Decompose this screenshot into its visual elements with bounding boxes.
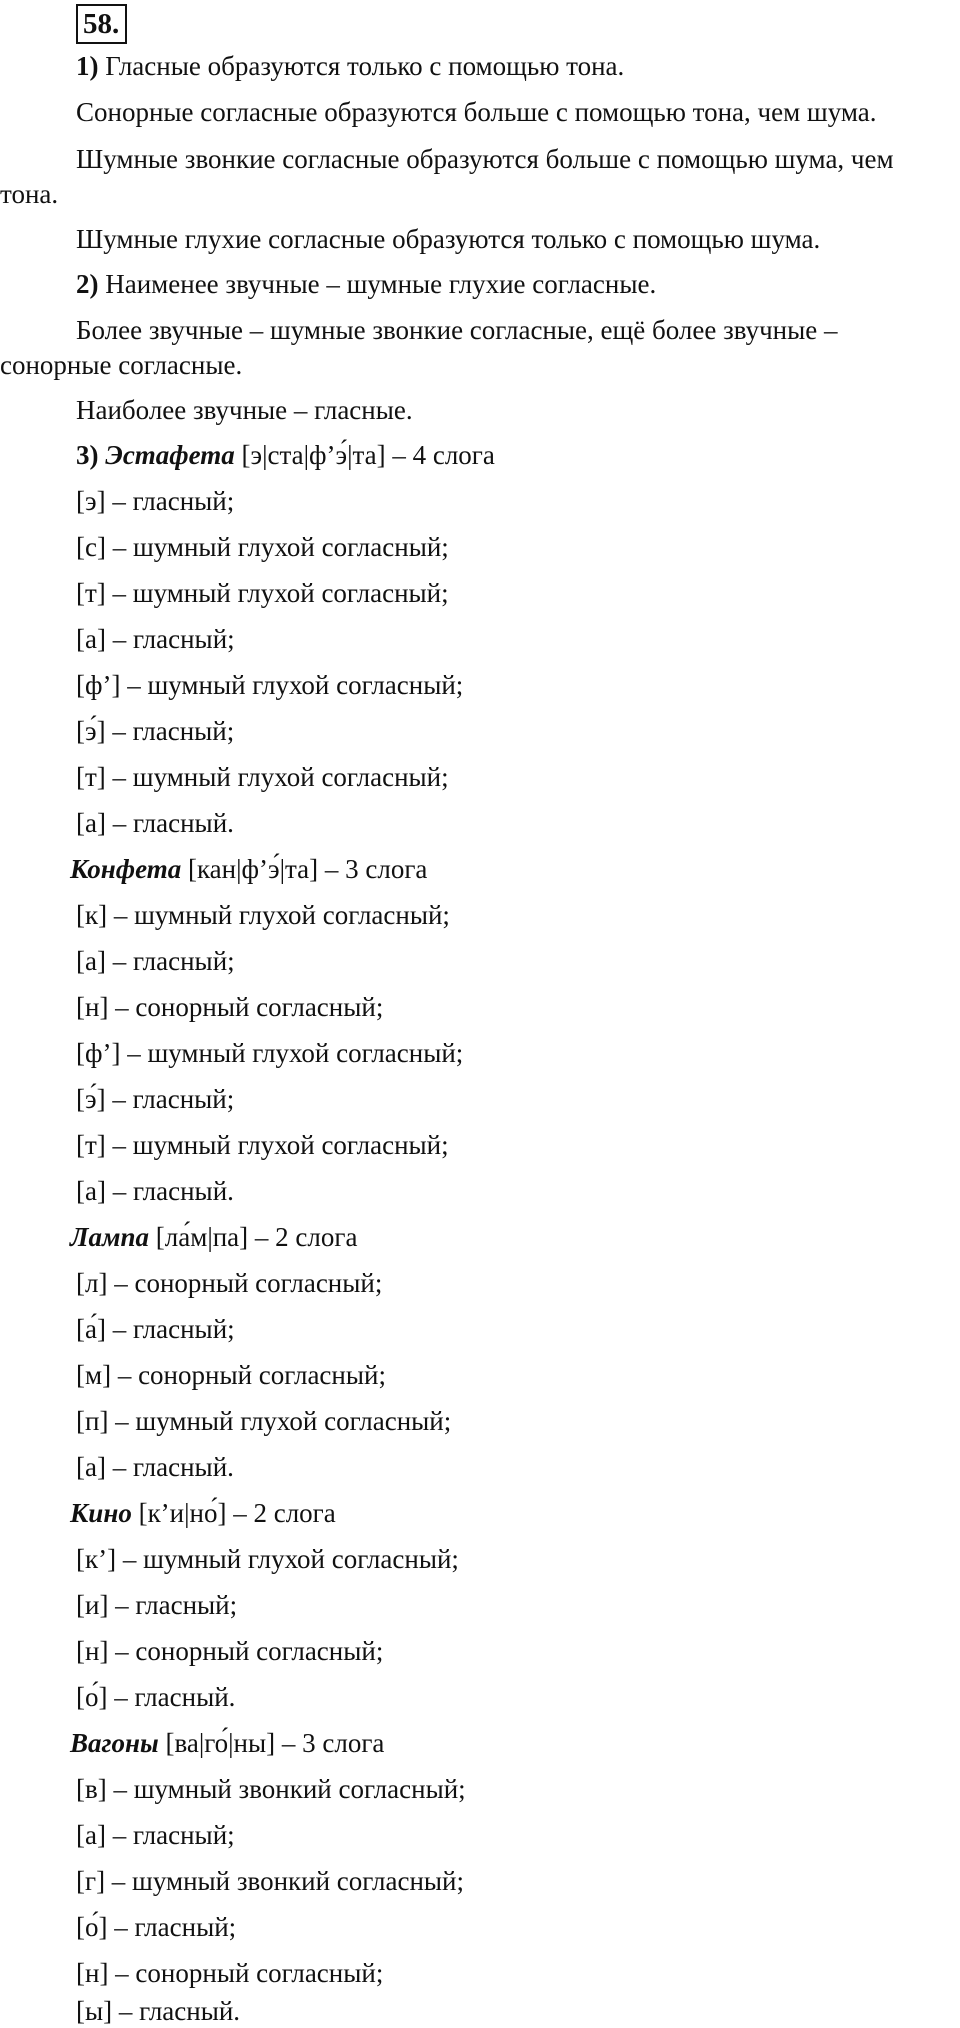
sound-line: [н] – сонорный согласный; [76, 1636, 384, 1666]
section2-line2a: Более звучные – шумные звонкие согласные, ещё более звучные – [76, 315, 838, 345]
sound-line: [ф’] – шумный глухой согласный; [76, 670, 464, 700]
section2-line2b: сонорные согласные. [0, 350, 243, 380]
sound-line: [л] – сонорный согласный; [76, 1268, 383, 1298]
sound-line: [о́] – гласный. [76, 1682, 236, 1712]
sound-line: [в] – шумный звонкий согласный; [76, 1774, 466, 1804]
transcription-lampa: [ла́м|па] – 2 слога [149, 1222, 358, 1252]
sound-line: [а] – гласный; [76, 1820, 235, 1850]
sound-line: [а] – гласный. [76, 1176, 234, 1206]
section1-line1 [76, 50, 624, 82]
sound-line: [о́] – гласный; [76, 1912, 237, 1942]
sound-line: [к’] – шумный глухой согласный; [76, 1544, 459, 1574]
sound-line: [г] – шумный звонкий согласный; [76, 1866, 464, 1896]
sound-line: [с] – шумный глухой согласный; [76, 532, 449, 562]
sound-line: [а] – гласный. [76, 1452, 234, 1482]
section2-line1-text: Наименее звучные – шумные глухие согласные. [98, 269, 657, 299]
sound-line: [ы] – гласный. [76, 1996, 241, 2026]
word-heading-estafeta [76, 439, 495, 471]
section1-line3b: тона. [0, 179, 59, 209]
sound-line: [т] – шумный глухой согласный; [76, 578, 449, 608]
section1-label: 1) [76, 51, 99, 81]
word-konfeta: Конфета [70, 854, 182, 884]
section2-line3: Наиболее звучные – гласные. [76, 395, 413, 425]
sound-line: [ф’] – шумный глухой согласный; [76, 1038, 464, 1068]
transcription-vagony: [ва|го́|ны] – 3 слога [158, 1728, 385, 1758]
sound-line: [и] – гласный; [76, 1590, 238, 1620]
sound-line: [т] – шумный глухой согласный; [76, 1130, 449, 1160]
sound-line: [п] – шумный глухой согласный; [76, 1406, 452, 1436]
exercise-number: 58. [76, 4, 127, 44]
section2-label: 2) [76, 269, 99, 299]
word-estafeta: Эстафета [105, 440, 235, 470]
sound-line: [м] – сонорный согласный; [76, 1360, 386, 1390]
section1-line3a: Шумные звонкие согласные образуются больше с помощью шума, чем [76, 144, 894, 174]
sound-line: [т] – шумный глухой согласный; [76, 762, 449, 792]
section1-line2: Сонорные согласные образуются больше с помощью тона, чем шума. [76, 97, 877, 127]
sound-line: [н] – сонорный согласный; [76, 992, 384, 1022]
transcription-konfeta: [кан|ф’э́|та] – 3 слога [181, 854, 428, 884]
sound-line: [а́] – гласный; [76, 1314, 235, 1344]
word-heading-kino [70, 1497, 336, 1529]
word-heading-vagony [70, 1727, 384, 1759]
word-vagony: Вагоны [70, 1728, 159, 1758]
word-heading-lampa [70, 1221, 357, 1253]
section3-label: 3) [76, 440, 99, 470]
sound-line: [а] – гласный; [76, 946, 235, 976]
sound-line: [э́] – гласный; [76, 716, 235, 746]
transcription-kino: [к’и|но́] – 2 слога [131, 1498, 336, 1528]
sound-line: [э́] – гласный; [76, 1084, 235, 1114]
section2-line1 [76, 268, 656, 300]
section1-line1-text: Гласные образуются только с помощью тона. [98, 51, 625, 81]
sound-line: [а] – гласный. [76, 808, 234, 838]
transcription-estafeta: [э|ста|ф’э́|та] – 4 слога [234, 440, 495, 470]
sound-line: [а] – гласный; [76, 624, 235, 654]
word-lampa: Лампа [70, 1222, 150, 1252]
word-heading-konfeta [70, 853, 427, 885]
sound-line: [к] – шумный глухой согласный; [76, 900, 450, 930]
sound-line: [э] – гласный; [76, 486, 235, 516]
sound-line: [н] – сонорный согласный; [76, 1958, 384, 1988]
section1-line4: Шумные глухие согласные образуются только с помощью шума. [76, 224, 821, 254]
word-kino: Кино [70, 1498, 132, 1528]
